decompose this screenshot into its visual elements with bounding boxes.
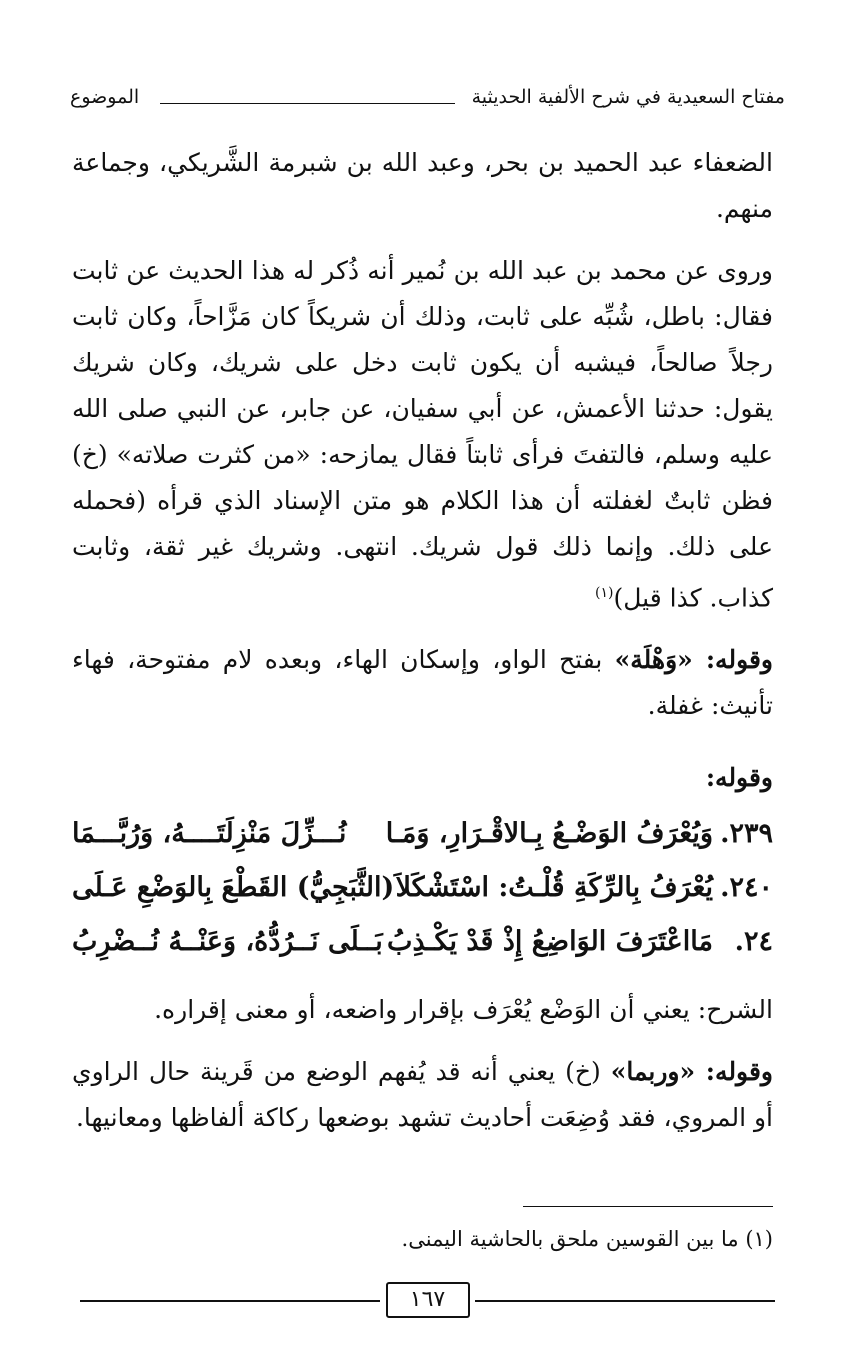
paragraph-2: [72, 248, 773, 621]
paragraph-4: [72, 1049, 773, 1141]
verse-second-hemistich: (الثَّبَجِيُّ) القَطْعَ بِالوَضْعِ عَـلَى: [72, 872, 395, 904]
verse-number: ٢٤.: [734, 926, 773, 958]
verse-block: [72, 811, 773, 973]
footer-rule-left: [80, 1300, 380, 1302]
verse-second-hemistich: نُـــزِّلَ مَنْزِلَتَــــهُ، وَرُبَّـــمَا: [72, 818, 347, 850]
footnote-marker: (١): [595, 585, 614, 601]
paragraph-3-text: بفتح الواو، وإسكان الهاء، وبعده لام مفتوحة، فهاء تأنيث: غفلة.: [72, 645, 773, 721]
footnote: (١) ما بين القوسين ملحق بالحاشية اليمنى.: [401, 1227, 773, 1251]
main-text: [72, 140, 773, 1157]
paragraph-4-label: وقوله: «وربما»: [610, 1057, 773, 1087]
verse-240: [72, 865, 773, 919]
verse-first-hemistich: يُعْرَفُ بِالرِّكَةِ قُلْـتُ: اسْتَشْكَلاَ: [395, 872, 713, 904]
verse-second-hemistich: بَــلَى نَــرُدُّهُ، وَعَنْــهُ نُــضْرِبُ: [72, 926, 383, 958]
verse-number: ٢٣٩.: [720, 818, 773, 850]
paragraph-4-text: (خ) يعني أنه قد يُفهم الوضع من قَرينة حال الراوي أو المروي، فقد وُضِعَت أحاديث تشهد بوضعها ركاكة ألفاظها ومعانيها.: [72, 1057, 773, 1133]
poem-label: وقوله:: [705, 763, 773, 793]
commentary: الشرح: يعني أن الوَضْع يُعْرَف بإقرار واضعه، أو معنى إقراره.: [154, 995, 773, 1025]
book-title: مفتاح السعيدية في شرح الألفية الحديثية: [471, 86, 785, 108]
footer-rule-right: [475, 1300, 775, 1302]
running-header: [70, 86, 785, 120]
verse-number: ٢٤٠.: [720, 872, 773, 904]
verse-239: [72, 811, 773, 865]
footnote-rule: [523, 1206, 773, 1207]
header-rule: [160, 103, 455, 104]
paragraph-3: [72, 637, 773, 729]
paragraph-2-text: وروى عن محمد بن عبد الله بن نُمير أنه ذُكر له هذا الحديث عن ثابت فقال: باطل، شُبِّه على ثابت، وذلك أن شريكاً كان مَزَّاحاً، وكان ثابت رجلاً صالحاً، فيشبه أن يكون ثابت دخل على شريك، وكان شريك يقول: حدثنا الأعمش، عن أبي سفيان، عن جابر، عن النبي صلى الله عليه وسلم، فالتفتَ فرأى ثابتاً فقال يمازحه: «من كثرت صلاته» (خ) فظن ثابتٌ لغفلته أن هذا الكلام هو متن الإسناد الذي قرأه (فحمله على ذلك. وإنما ذلك قول شريك. انتهى. وشريك غير ثقة، وثابت كذاب. كذا قيل): [72, 256, 773, 613]
verse-241: [72, 919, 773, 973]
paragraph-1: الضعفاء عبد الحميد بن بحر، وعبد الله بن شبرمة الشَّريكي، وجماعة منهم.: [72, 148, 773, 223]
paragraph-3-label: وقوله: «وَهْلَة»: [614, 645, 774, 675]
verse-first-hemistich: وَيُعْرَفُ الوَضْـعُ بِـالاقْـرَارِ، وَمَـا: [385, 818, 713, 850]
verse-first-hemistich: مَااعْتَرَفَ الوَاضِعُ إِذْ قَدْ يَكْـذِبُ: [387, 926, 713, 958]
page-footer: [80, 1282, 775, 1322]
section-title: الموضوع: [70, 86, 140, 108]
page-number: ١٦٧: [386, 1282, 470, 1318]
